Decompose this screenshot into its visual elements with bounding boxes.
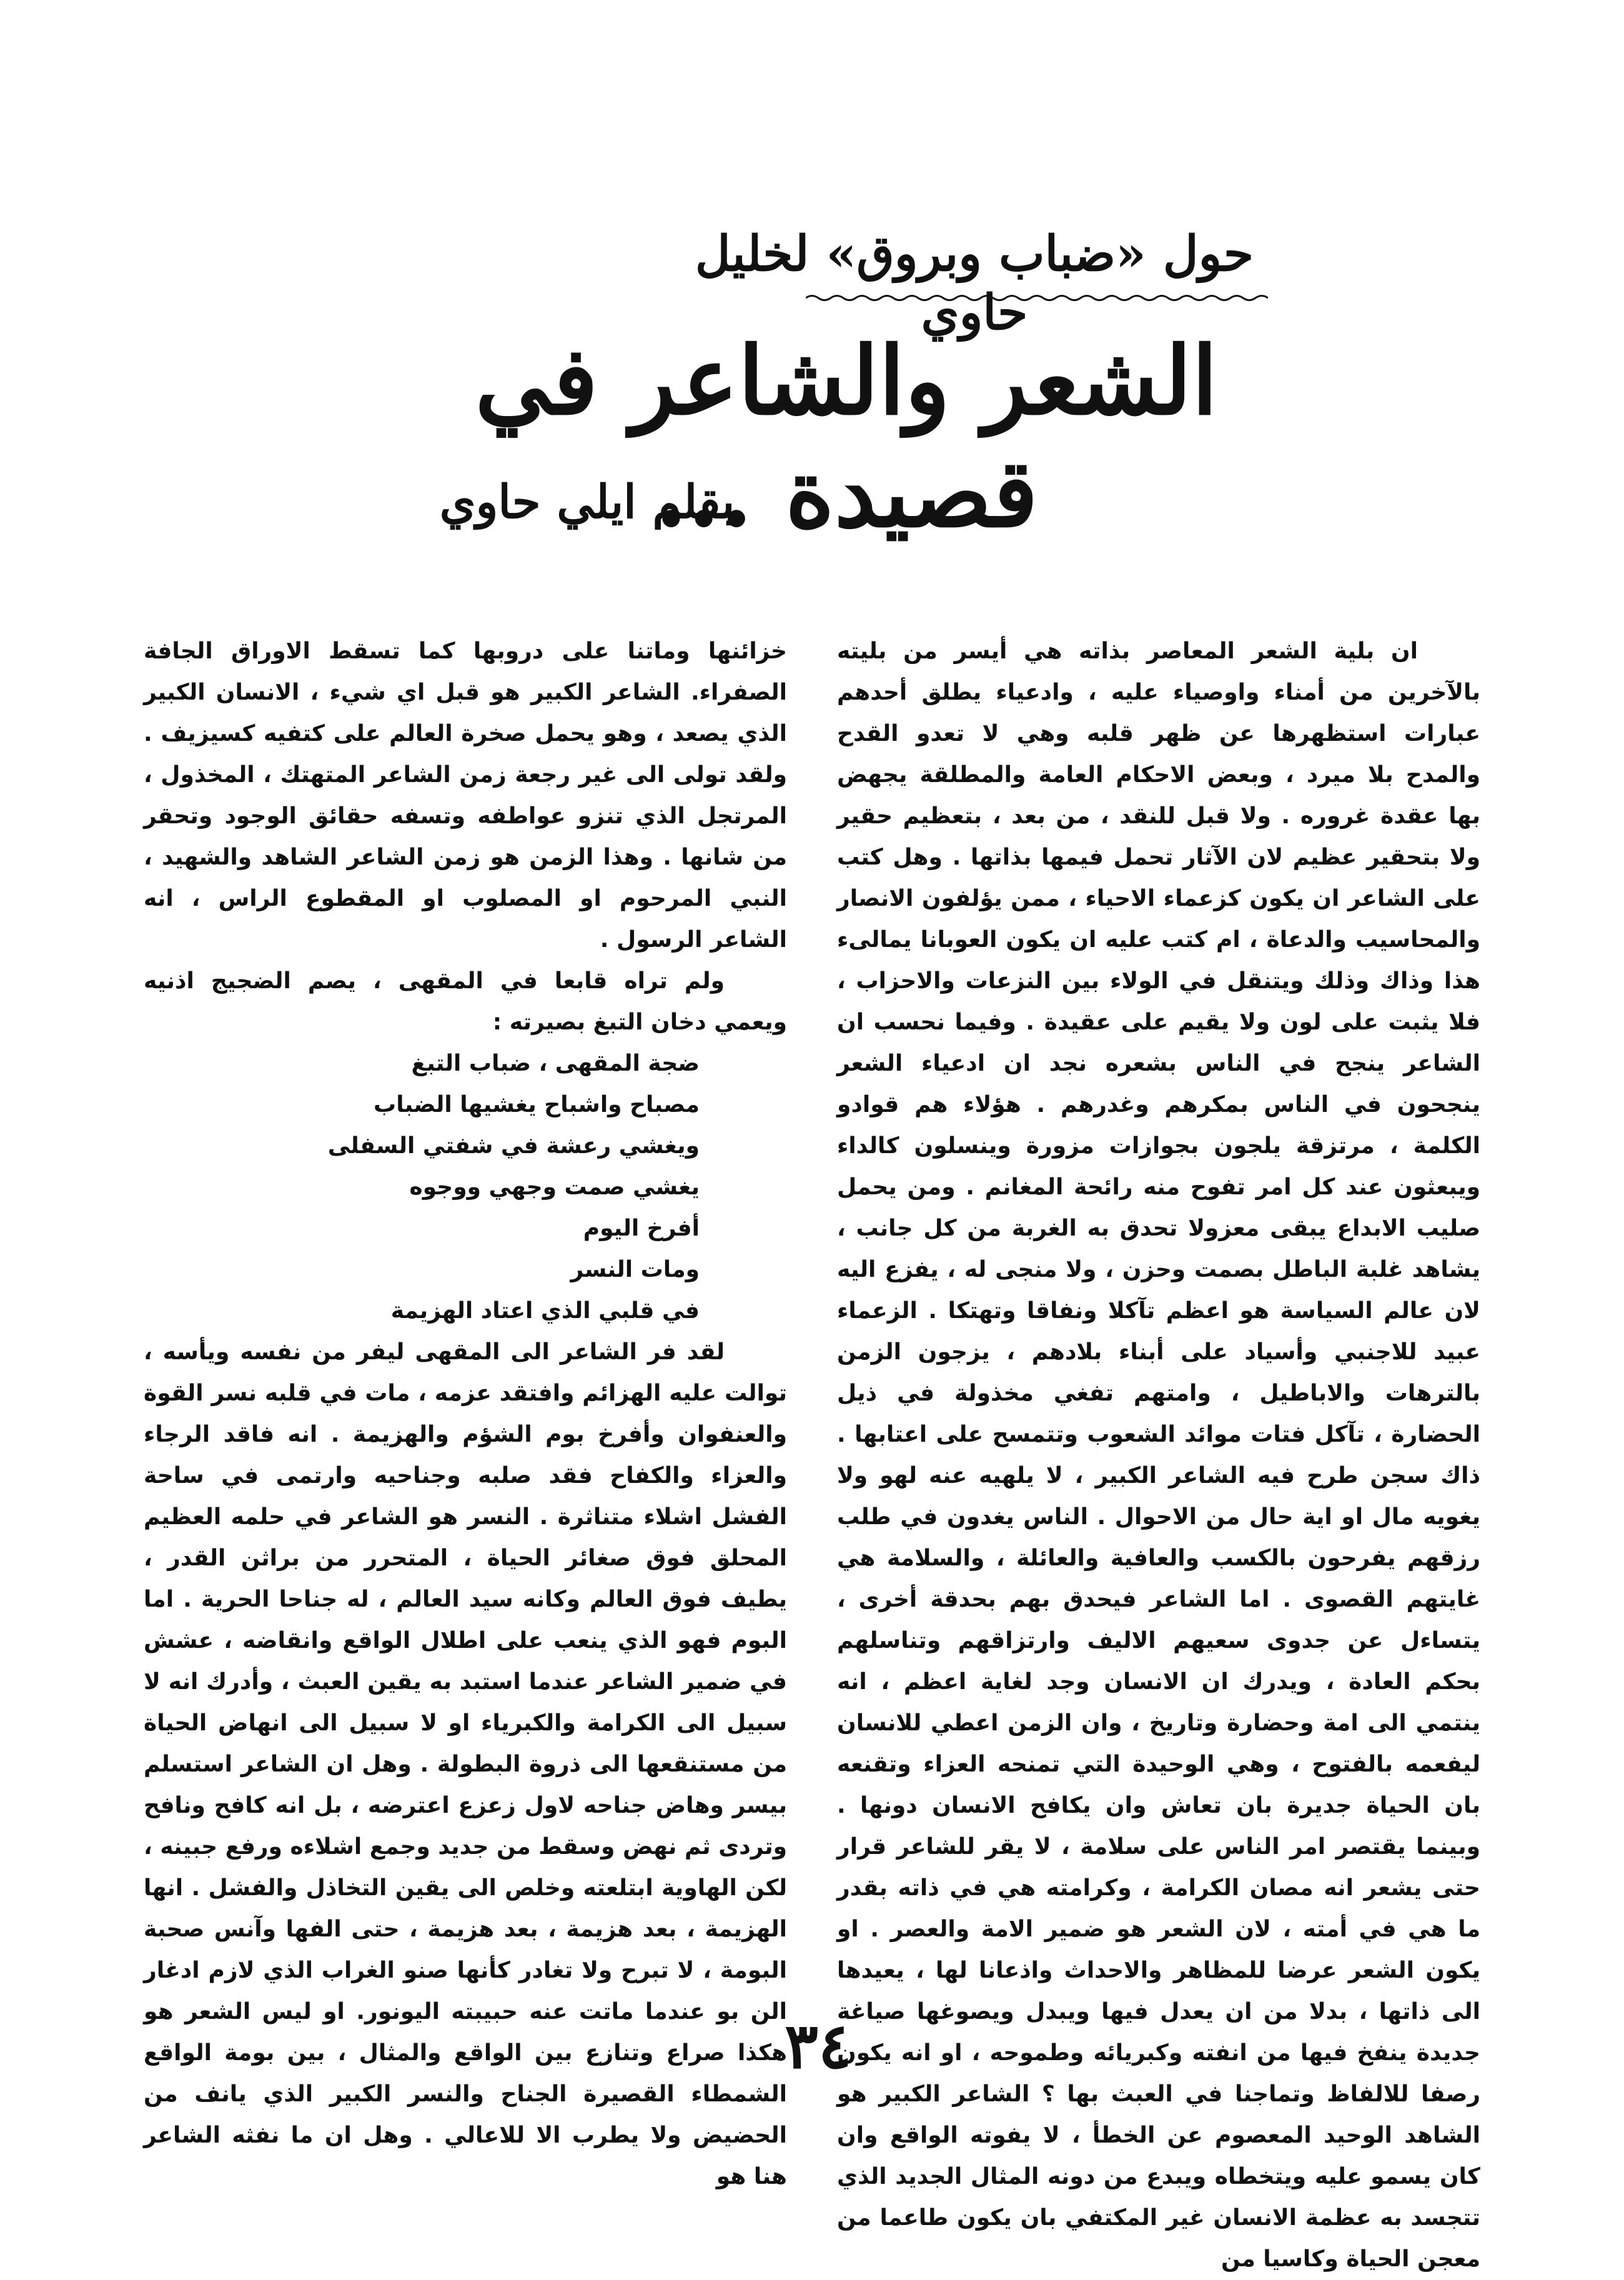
poem-line: أفرخ اليوم [583, 1216, 700, 1241]
poem-line: مصباح واشباح يغشيها الضباب [374, 1092, 700, 1118]
poem-line: ويغشي رعشة في شفتي السفلى [327, 1133, 700, 1159]
poem-line: ومات النسر [570, 1257, 700, 1282]
poem-line: ضجة المقهى ، ضباب التبغ [411, 1051, 700, 1076]
article-column-right [837, 631, 1480, 2272]
paragraph: لقد فر الشاعر الى المقهى ليفر من نفسه ويأسه ، توالت عليه الهزائم وافتقد عزمه ، مات في قلبه نسر القوة والعنفوان وأفرخ بوم الشؤم والهزيمة . انه فاقد الرجاء والعزاء والكفاح فقد صلبه وجناحيه وارتمى في ساحة الفشل اشلاء متناثرة . النسر هو الشاعر في حلمه العظيم المحلق فوق صغائر الحياة ، المتحرر من براثن القدر ، يطيف فوق العالم وكانه سيد العالم ، له جناحا الحرية . اما البوم فهو الذي ينعب على اطلال الواقع وانقاضه ، عشش في ضمير الشاعر عندما استبد به يقين العبث ، وأدرك انه لا سبيل الى الكرامة والكبرياء او لا سبيل الى انهاض الحياة من مستنقعها الى ذروة البطولة . وهل ان الشاعر استسلم بيسر وهاض جناحه لاول زعزع اعترضه ، بل انه كافح ونافح وتردى ثم نهض وسقط من جديد وجمع اشلاءه ورفع جبينه ، لكن الهاوية ابتلعته وخلص الى يقين التخاذل والفشل . انها الهزيمة ، بعد هزيمة ، بعد هزيمة ، حتى الفها وآنس صحبة البومة ، لا تبرح ولا تغادر كأنها صنو الغراب الذي لازم ادغار الن بو عندما ماتت عنه حبيبته اليونور. او ليس الشعر هو هكذا صراع وتنازع بين الواقع والمثال ، بين بومة الواقع الشمطاء القصيرة الجناح والنسر الكبير الذي يانف من الحضيض ولا يطرب الا للاعالي . وهل ان ما نفثه الشاعر هنا هو [144, 1339, 787, 2189]
poem-line: في قلبي الذي اعتاد الهزيمة [390, 1298, 700, 1324]
paragraph: ولم تراه قابعا في المقهى ، يصم الضجيج اذنيه ويعمي دخان التبغ بصيرته : [144, 968, 787, 1035]
poem-line: يغشي صمت وجهي ووجوه [409, 1174, 700, 1200]
paragraph: ان بلية الشعر المعاصر بذاته هي أيسر من بليته بالآخرين من أمناء واوصياء عليه ، وادعياء يطلق أحدهم عبارات استظهرها عن ظهر قلبه وهي لا تعدو القدح والمدح بلا ميرد ، وبعض الاحكام العامة والمطلقة يجهض بها عقدة غروره . ولا قبل للنقد ، من بعد ، بتعظيم حقير ولا بتحقير عظيم لان الآثار تحمل فيمها بذاتها . وهل كتب على الشاعر ان يكون كزعماء الاحياء ، ممن يؤلفون الانصار والمحاسيب والدعاة ، ام كتب عليه ان يكون العوبانا يمالىء هذا وذاك وذلك ويتنقل في الولاء بين النزعات والاحزاب ، فلا يثبت على لون ولا يقيم على عقيدة . وفيما نحسب ان الشاعر ينجح في الناس بشعره نجد ان ادعياء الشعر ينجحون في الناس بمكرهم وغدرهم . هؤلاء هم قوادو الكلمة ، مرتزقة يلجون بجوازات مزورة وينسلون كالداء ويبعثون عند كل امر تفوح منه رائحة المغانم . ومن يحمل صليب الابداع يبقى معزولا تحدق به الغربة من كل جانب ، يشاهد غلبة الباطل بصمت وحزن ، ولا منجى له ، يفزع اليه لان عالم السياسة هو اعظم تآكلا ونفاقا وتهتكا . الزعماء عبيد للاجنبي وأسياد على أبناء بلادهم ، يزجون الزمن بالترهات والاباطيل ، وامتهم تفغي مخذولة في ذيل الحضارة ، تآكل فتات موائد الشعوب وتتمسح على اعتابها . ذاك سجن طرح فيه الشاعر الكبير ، لا يلهيه عنه لهو ولا يغويه مال او اية حال من الاحوال . الناس يغدون في طلب رزقهم يفرحون بالكسب والعافية والعائلة ، والسلامة هي غايتهم القصوى . اما الشاعر فيحدق بهم بحدقة أخرى ، يتساءل عن جدوى سعيهم الاليف وارتزاقهم وتناسلهم بحكم العادة ، ويدرك ان الانسان وجد لغاية اعظم ، انه ينتمي الى امة وحضارة وتاريخ ، وان الزمن اعطي للانسان ليفعمه بالفتوح ، وهي الوحيدة التي تمنحه العزاء وتقنعه بان الحياة جديرة بان تعاش وان يكافح الانسان دونها . وبينما يقتصر امر الناس على سلامة ، لا يقر للشاعر قرار حتى يشعر انه مصان الكرامة ، وكرامته هي في ذاته بقدر ما هي في أمته ، لان الشعر هو ضمير الامة والعصر . او يكون الشعر عرضا للمظاهر والاحداث واذعانا لها ، يعيدها الى ذاتها ، بدلا من ان يعدل فيها ويبدل ويصوغها صياغة جديدة ينفخ فيها من انفته وكبريائه وطموحه ، او انه يكون رصفا للالفاظ وتماجنا في العبث بها ؟ الشاعر الكبير هو الشاهد الوحيد المعصوم عن الخطأ ، لا يفوته الواقع وان كان يسمو عليه ويتخطاه ويبدع من دونه المثال الجديد الذي تتجسد به عظمة الانسان غير المكتفي بان يكون طاعما من معجن الحياة وكاسيا من [837, 638, 1480, 2272]
paragraph: خزائنها وماتنا على دروبها كما تسقط الاوراق الجافة الصفراء. الشاعر الكبير هو قبل اي شيء ، الانسان الكبير الذي يصعد ، وهو يحمل صخرة العالم على كتفيه كسيزيف . ولقد تولى الى غير رجعة زمن الشاعر المتهتك ، المخذول ، المرتجل الذي تنزو عواطفه وتسفه حقائق الوجود وتحقر من شانها . وهذا الزمن هو زمن الشاعر الشاهد والشهيد ، النبي المرحوم او المصلوب او المقطوع الراس ، انه الشاعر الرسول . [144, 638, 787, 953]
article-column-left [144, 631, 787, 2193]
article-kicker: حول «ضباب وبروق» لخليل حاوي [695, 226, 1254, 341]
kicker-underline [806, 294, 1268, 302]
poem-quote [144, 1043, 787, 1332]
page-number: ٣٤ [785, 2009, 852, 2083]
article-title: الشعر والشاعر في قصيدة ... [475, 326, 1218, 548]
article-byline: بقلم ايلي حاوي [439, 475, 735, 529]
